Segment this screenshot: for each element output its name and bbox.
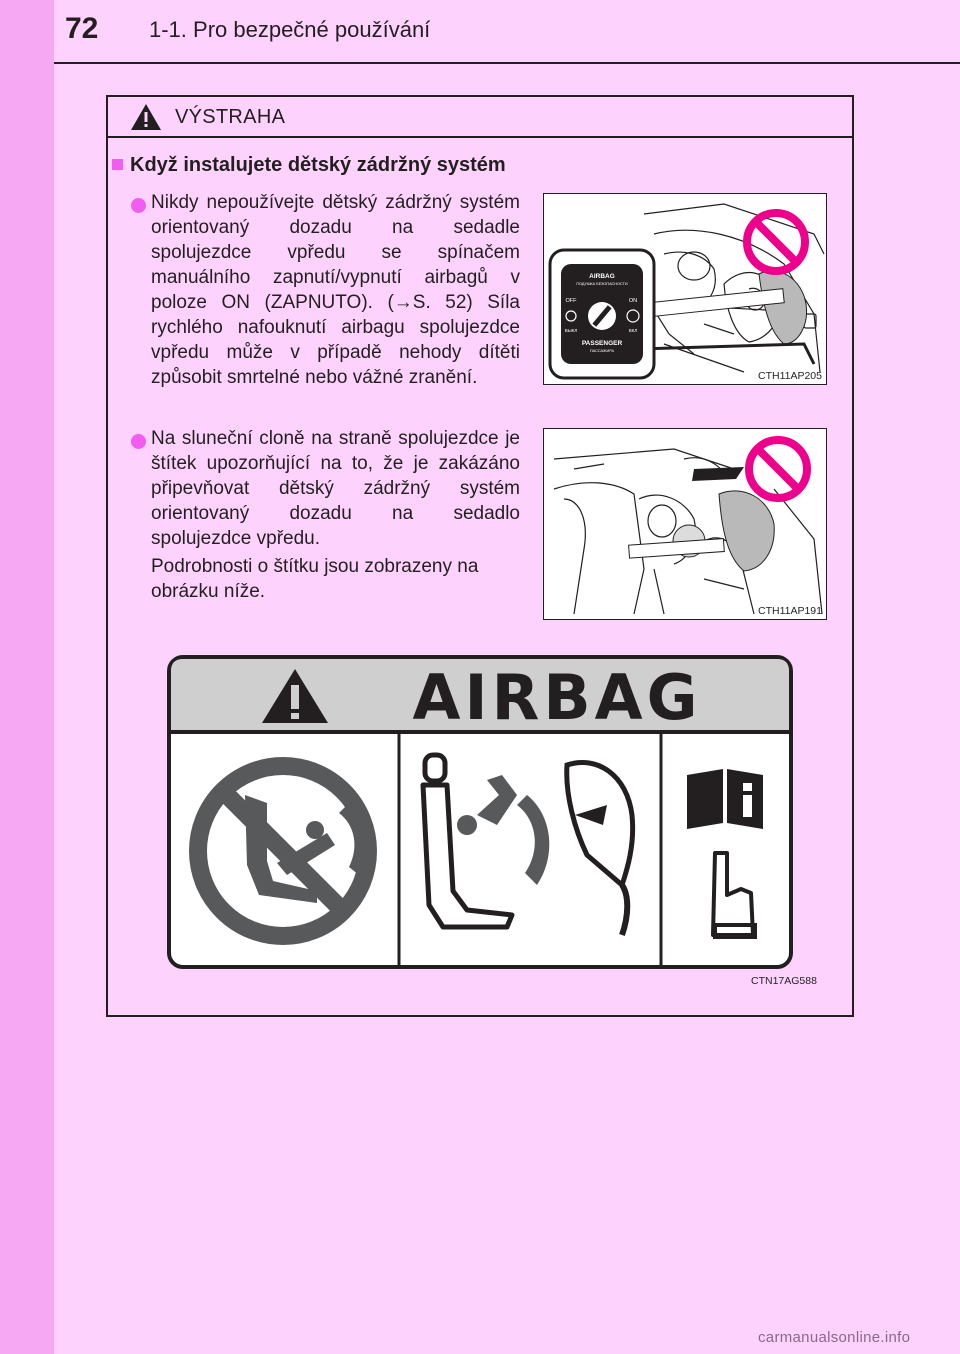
margin-stripe bbox=[0, 0, 54, 1354]
switch-passenger-ru: ПАССАЖИРА bbox=[589, 349, 615, 353]
switch-on: ON bbox=[628, 298, 638, 304]
bullet-icon bbox=[131, 198, 146, 213]
square-bullet-icon bbox=[112, 159, 123, 170]
figure-code: CTH11AP205 bbox=[757, 370, 822, 382]
figure-sun-visor bbox=[543, 428, 827, 620]
chapter-title: 1-1. Pro bezpečné používání bbox=[149, 17, 431, 42]
header-rule bbox=[54, 62, 960, 64]
watermark: carmanualsonline.info bbox=[758, 1329, 911, 1346]
figure-airbag-switch bbox=[543, 193, 827, 385]
airbag-warning-label bbox=[167, 655, 793, 969]
bullet-2-text: Na sluneční cloně na straně spolujezdce je štítek upozorňující na to, že je zakázáno připevňovat dětský zádržný systém orientovaný dozadu na sedadlo spolujezdce vpředu. bbox=[151, 428, 520, 549]
warning-header bbox=[108, 97, 852, 138]
figure-code: CTN17AG588 bbox=[751, 975, 817, 987]
label-title: AIRBAG bbox=[412, 661, 702, 734]
switch-title: AIRBAG bbox=[589, 273, 615, 280]
warning-triangle-icon bbox=[130, 103, 162, 131]
section-heading-text: Když instalujete dětský zádržný systém bbox=[130, 154, 506, 176]
switch-off: OFF bbox=[565, 298, 577, 304]
figure-code: CTH11AP191 bbox=[757, 605, 822, 617]
dashboard-illustration bbox=[544, 194, 826, 384]
switch-subtitle: ПОДУШКА БЕЗОПАСНОСТИ bbox=[576, 282, 628, 286]
bullet-2-text2: Podrobnosti o štítku jsou zobrazeny na obrázku níže. bbox=[151, 556, 479, 602]
switch-off-ru: ВЫКЛ bbox=[564, 328, 578, 333]
page-number: 72 bbox=[65, 12, 99, 45]
bullet-icon bbox=[131, 434, 146, 449]
switch-passenger: PASSENGER bbox=[581, 340, 623, 347]
switch-on-ru: ВКЛ bbox=[628, 328, 638, 333]
warning-label: VÝSTRAHA bbox=[175, 106, 286, 128]
bullet-1-text: Nikdy nepoužívejte dětský zádržný systém orientovaný dozadu na sedadle spolujezdce vpředu se spínačem manuálního zapnutí/vypnutí airbagů v poloze ON (ZAPNUTO). (→S. 52) Síla rychlého nafouknutí airbagu spolujezdce vpředu může v případě nehody dítěti způsobit smrtelné nebo vážné zranění. bbox=[151, 192, 520, 388]
section-heading bbox=[112, 154, 506, 177]
cabin-illustration bbox=[544, 429, 826, 619]
